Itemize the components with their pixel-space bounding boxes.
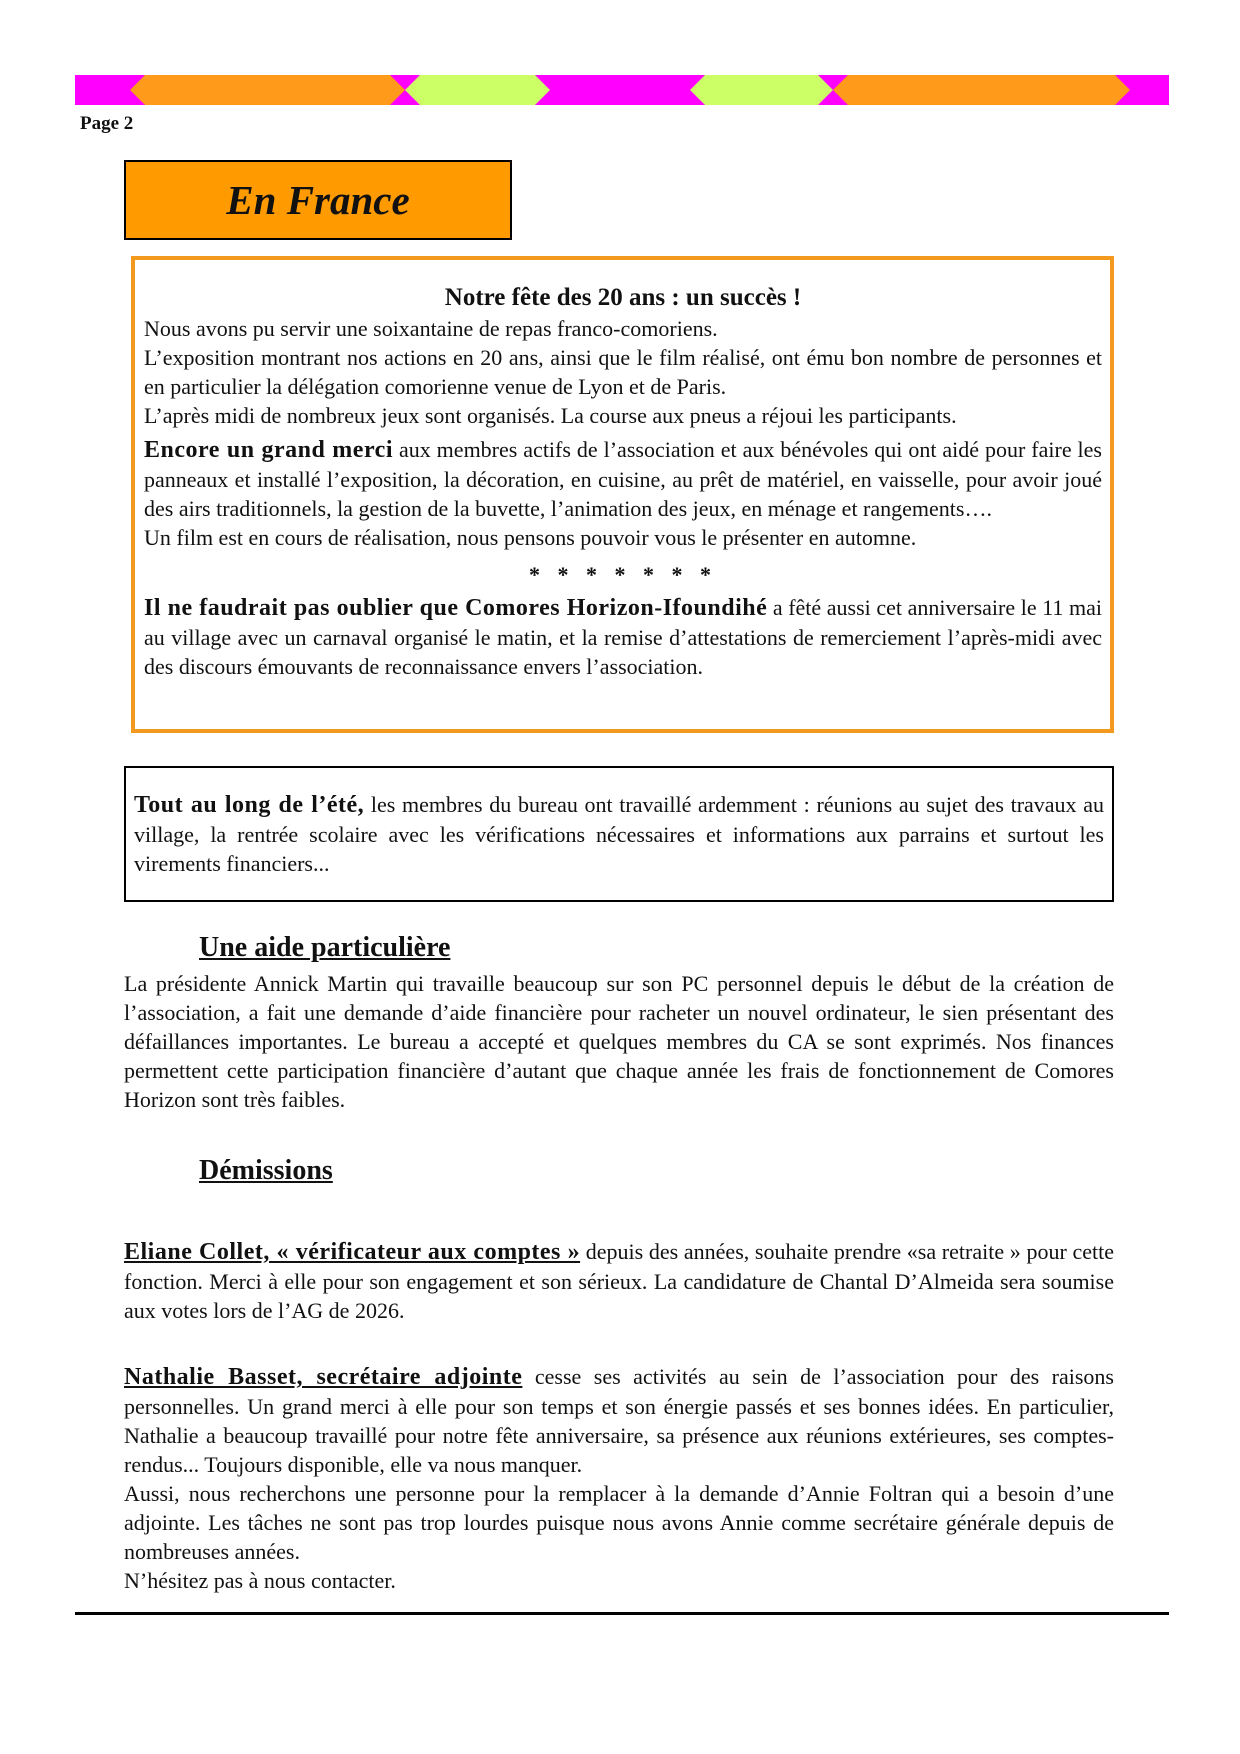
nathalie-text: cesse ses activités au sein de l’association pour des raisons personnelles. Un grand merci à elle pour son temps et son énergie passés et ses bonnes idées. En particulier, Nathalie a beaucoup travaillé pour notre fête anniversaire, sa présence aux réunions extérieures, ses comptes-rendus... Toujours disponible, elle va nous manquer. [124, 1364, 1114, 1477]
decorative-banner [75, 75, 1169, 105]
anniversary-box [131, 256, 1114, 733]
summer-paragraph [134, 790, 1104, 878]
page-number: Page 2 [80, 113, 134, 134]
nathalie-paragraph [124, 1362, 1114, 1479]
exhibition-paragraph: L’exposition montrant nos actions en 20 ans, ainsi que le film réalisé, ont ému bon nombre de personnes et en particulier la délégation comorienne venue de Lyon et de Paris. [144, 345, 1102, 399]
aide-paragraph: La présidente Annick Martin qui travaille beaucoup sur son PC personnel depuis le début de la création de l’association, a fait une demande d’aide financière pour racheter un nouvel ordinateur, le sien présentant des défaillances importantes. Le bureau a accepté et quelques membres du CA se sont exprimés. Nos finances permettent cette participation financière d’autant que chaque année les frais de fonctionnement de Comores Horizon sont très faibles. [124, 971, 1114, 1112]
meals-paragraph: Nous avons pu servir une soixantaine de repas franco-comoriens. [144, 316, 718, 341]
replacement-paragraph: Aussi, nous recherchons une personne pour la remplacer à la demande d’Annie Foltran qui a besoin d’une adjointe. Les tâches ne sont pas trop lourdes puisque nous avons Annie comme secrétaire générale depuis de nombreuses années. [124, 1481, 1114, 1564]
footer-divider [75, 1612, 1169, 1615]
eliane-paragraph [124, 1237, 1114, 1325]
demissions-heading: Démissions [199, 1155, 333, 1186]
comores-lead: Il ne faudrait pas oublier que Comores Horizon-Ifoundihé [144, 595, 768, 621]
section-title: En France [124, 160, 512, 240]
nathalie-section [124, 1362, 1114, 1595]
comores-paragraph [144, 593, 1102, 681]
anniversary-title: Notre fête des 20 ans : un succès ! [444, 284, 802, 311]
separator-stars: * * * * * * * [529, 562, 717, 587]
contact-paragraph: N’hésitez pas à nous contacter. [124, 1568, 396, 1593]
summer-lead: Tout au long de l’été, [134, 792, 365, 818]
comores-text: a fêté aussi cet anniversaire le 11 mai au village avec un carnaval organisé le matin, et la remise d’attestations de remerciement l’après-midi avec des discours émouvants de reconnaissance envers l’association. [144, 595, 1102, 679]
thanks-paragraph [144, 435, 1102, 523]
summer-text: les membres du bureau ont travaillé ardemment : réunions au sujet des travaux au village, la rentrée scolaire avec les vérifications nécessaires et informations aux parrains et surtout les virements financiers... [134, 792, 1105, 876]
film-paragraph: Un film est en cours de réalisation, nous pensons pouvoir vous le présenter en automne. [144, 525, 917, 550]
games-paragraph: L’après midi de nombreux jeux sont organisés. La course aux pneus a réjoui les participants. [144, 403, 957, 428]
eliane-lead: Eliane Collet, « vérificateur aux comptes » [124, 1239, 581, 1265]
summer-box [124, 766, 1114, 902]
nathalie-lead: Nathalie Basset, secrétaire adjointe [124, 1364, 523, 1390]
thanks-lead: Encore un grand merci [144, 437, 393, 463]
eliane-text: depuis des années, souhaite prendre «sa retraite » pour cette fonction. Merci à elle pour son engagement et son sérieux. La candidature de Chantal D’Almeida sera soumise aux votes lors de l’AG de 2026. [124, 1239, 1114, 1323]
aide-heading: Une aide particulière [199, 932, 451, 963]
thanks-text: aux membres actifs de l’association et aux bénévoles qui ont aidé pour faire les panneaux et installé l’exposition, la décoration, en cuisine, au prêt de matériel, en vaisselle, pour avoir joué des airs traditionnels, la gestion de la buvette, l’animation des jeux, en ménage et rangements…. [144, 437, 1102, 521]
